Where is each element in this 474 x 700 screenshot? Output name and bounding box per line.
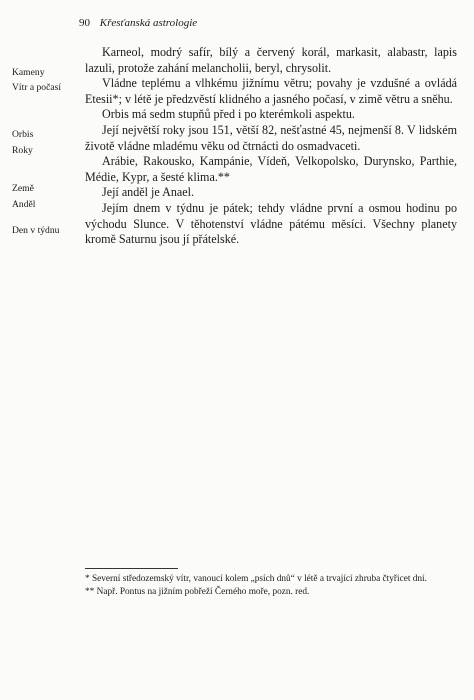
page-number: 90 — [79, 17, 90, 29]
paragraph-stones: Karneol, modrý safír, bílý a červený korál, markasit, alabastr, lapis lazuli, protože zahání melancholii, beryl, chrysolit. — [85, 45, 457, 75]
margin-label-zeme: Země — [12, 183, 34, 194]
margin-label-orbis: Orbis — [12, 129, 34, 140]
margin-label-roky: Roky — [12, 145, 33, 156]
margin-label-vitr: Vítr a počasí — [12, 82, 62, 93]
footnotes — [85, 574, 457, 599]
paragraph-orbis: Orbis má sedm stupňů před i po kterémkoli aspektu. — [102, 107, 355, 122]
footnote-1: * Severní středozemský vítr, vanoucí kolem „psích dnů“ v létě a trvající zhruba čtyřicet dní. — [85, 574, 427, 584]
footnote-2: ** Např. Pontus na jižním pobřeží Černého moře, pozn. red. — [85, 586, 310, 597]
main-text — [85, 45, 457, 248]
running-title: Křesťanská astrologie — [99, 17, 198, 29]
paragraph-angel: Její anděl je Anael. — [102, 185, 195, 200]
paragraph-lands: Arábie, Rakousko, Kampánie, Vídeň, Velkopolsko, Durynsko, Parthie, Médie, Kypr, a šesté klima.** — [85, 154, 457, 184]
margin-label-den-v-tydnu: Den v týdnu — [12, 225, 60, 236]
margin-label-kameny: Kameny — [12, 67, 45, 78]
page-header — [79, 17, 197, 29]
margin-label-andel: Anděl — [12, 199, 36, 210]
paragraph-years: Její největší roky jsou 151, větší 82, nešťastné 45, nejmenší 8. V lidském životě vládne mladému věku od čtrnácti do osmadvaceti. — [85, 122, 457, 153]
paragraph-wind-weather: Vládne teplému a vlhkému jižnímu větru; povahy je vzdušné a ovládá Etesii*; v létě je předzvěstí klidného a jasného počasí, v zimě větru a sněhu. — [85, 76, 457, 106]
footnote-rule — [85, 568, 178, 569]
paragraph-weekday: Jejím dnem v týdnu je pátek; tehdy vládne první a osmou hodinu po východu Slunce. V těhotenství vládne pátému měsíci. Všechny planety kromě Saturnu jsou jí přátelské. — [85, 200, 457, 247]
